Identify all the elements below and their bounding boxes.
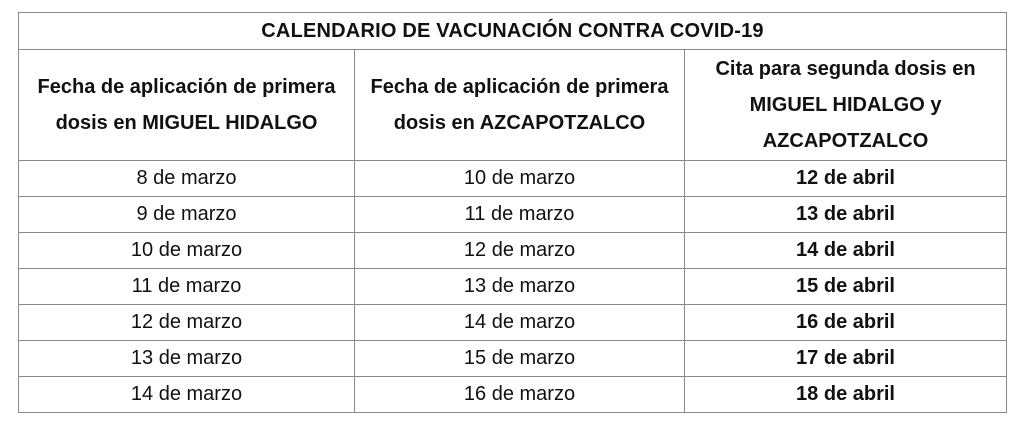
second-dose-date: 18 de abril: [685, 377, 1007, 413]
table-row: [19, 269, 1007, 305]
azcapotzalco-date: 10 de marzo: [355, 161, 685, 197]
table-row: [19, 161, 1007, 197]
second-dose-date: 17 de abril: [685, 341, 1007, 377]
miguel-hidalgo-date: 8 de marzo: [19, 161, 355, 197]
second-dose-date: 12 de abril: [685, 161, 1007, 197]
table-row: [19, 377, 1007, 413]
second-dose-date: 15 de abril: [685, 269, 1007, 305]
second-dose-date: 13 de abril: [685, 197, 1007, 233]
azcapotzalco-date: 11 de marzo: [355, 197, 685, 233]
header-miguel-hidalgo-first-dose: Fecha de aplicación de primera dosis en MIGUEL HIDALGO: [19, 50, 355, 161]
azcapotzalco-date: 15 de marzo: [355, 341, 685, 377]
header-azcapotzalco-first-dose: Fecha de aplicación de primera dosis en AZCAPOTZALCO: [355, 50, 685, 161]
table-row: [19, 341, 1007, 377]
miguel-hidalgo-date: 13 de marzo: [19, 341, 355, 377]
miguel-hidalgo-date: 14 de marzo: [19, 377, 355, 413]
miguel-hidalgo-date: 12 de marzo: [19, 305, 355, 341]
azcapotzalco-date: 14 de marzo: [355, 305, 685, 341]
second-dose-date: 14 de abril: [685, 233, 1007, 269]
table-row: [19, 305, 1007, 341]
header-second-dose-appointment: Cita para segunda dosis en MIGUEL HIDALGO y AZCAPOTZALCO: [685, 50, 1007, 161]
miguel-hidalgo-date: 9 de marzo: [19, 197, 355, 233]
table-row: [19, 233, 1007, 269]
title-row: [19, 13, 1007, 50]
azcapotzalco-date: 13 de marzo: [355, 269, 685, 305]
vaccination-calendar: [18, 12, 1007, 413]
table-row: [19, 197, 1007, 233]
header-row: [19, 50, 1007, 161]
azcapotzalco-date: 12 de marzo: [355, 233, 685, 269]
second-dose-date: 16 de abril: [685, 305, 1007, 341]
vaccination-table: [18, 12, 1007, 413]
miguel-hidalgo-date: 11 de marzo: [19, 269, 355, 305]
azcapotzalco-date: 16 de marzo: [355, 377, 685, 413]
miguel-hidalgo-date: 10 de marzo: [19, 233, 355, 269]
table-title: CALENDARIO DE VACUNACIÓN CONTRA COVID-19: [19, 13, 1007, 50]
